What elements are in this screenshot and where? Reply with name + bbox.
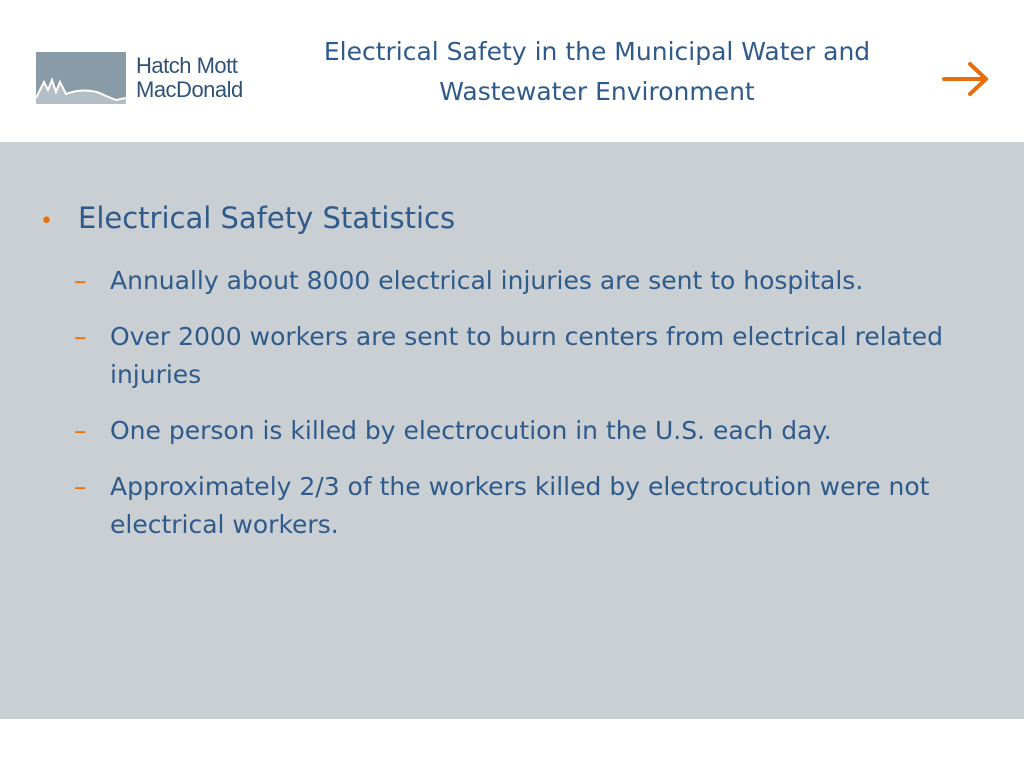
bullet-dot: • bbox=[40, 209, 53, 234]
bullet-item bbox=[40, 198, 980, 238]
slide-header bbox=[0, 0, 1024, 142]
logo-name-line2: MacDonald bbox=[136, 77, 243, 102]
sub-bullet-item bbox=[74, 318, 954, 394]
sub-bullet-text: One person is killed by electrocution in the U.S. each day. bbox=[110, 416, 832, 445]
sub-bullet-dash: – bbox=[74, 472, 87, 501]
sub-bullet-dash: – bbox=[74, 322, 87, 351]
sub-bullet-item bbox=[74, 468, 954, 544]
bullet-heading: Electrical Safety Statistics bbox=[78, 201, 456, 235]
sub-bullet-text: Approximately 2/3 of the workers killed by electrocution were not electrical workers. bbox=[110, 472, 930, 539]
logo-text bbox=[136, 54, 243, 102]
slide-title-line2: Wastewater Environment bbox=[439, 77, 755, 106]
sub-bullet-item bbox=[74, 262, 954, 300]
slide-title-line1: Electrical Safety in the Municipal Water and bbox=[323, 37, 871, 66]
sub-bullet-dash: – bbox=[74, 266, 87, 295]
sub-bullet-text: Annually about 8000 electrical injuries are sent to hospitals. bbox=[110, 266, 864, 295]
right-arrow-icon[interactable] bbox=[940, 56, 992, 102]
company-logo bbox=[36, 52, 266, 104]
slide-title bbox=[282, 32, 912, 112]
sub-bullet-text: Over 2000 workers are sent to burn centers from electrical related injuries bbox=[110, 322, 944, 389]
sub-bullet-dash: – bbox=[74, 416, 87, 445]
logo-mark-icon bbox=[36, 52, 126, 104]
logo-name-line1: Hatch Mott bbox=[136, 53, 238, 78]
sub-bullet-list bbox=[74, 262, 954, 562]
slide-content bbox=[0, 142, 1024, 719]
sub-bullet-item bbox=[74, 412, 954, 450]
